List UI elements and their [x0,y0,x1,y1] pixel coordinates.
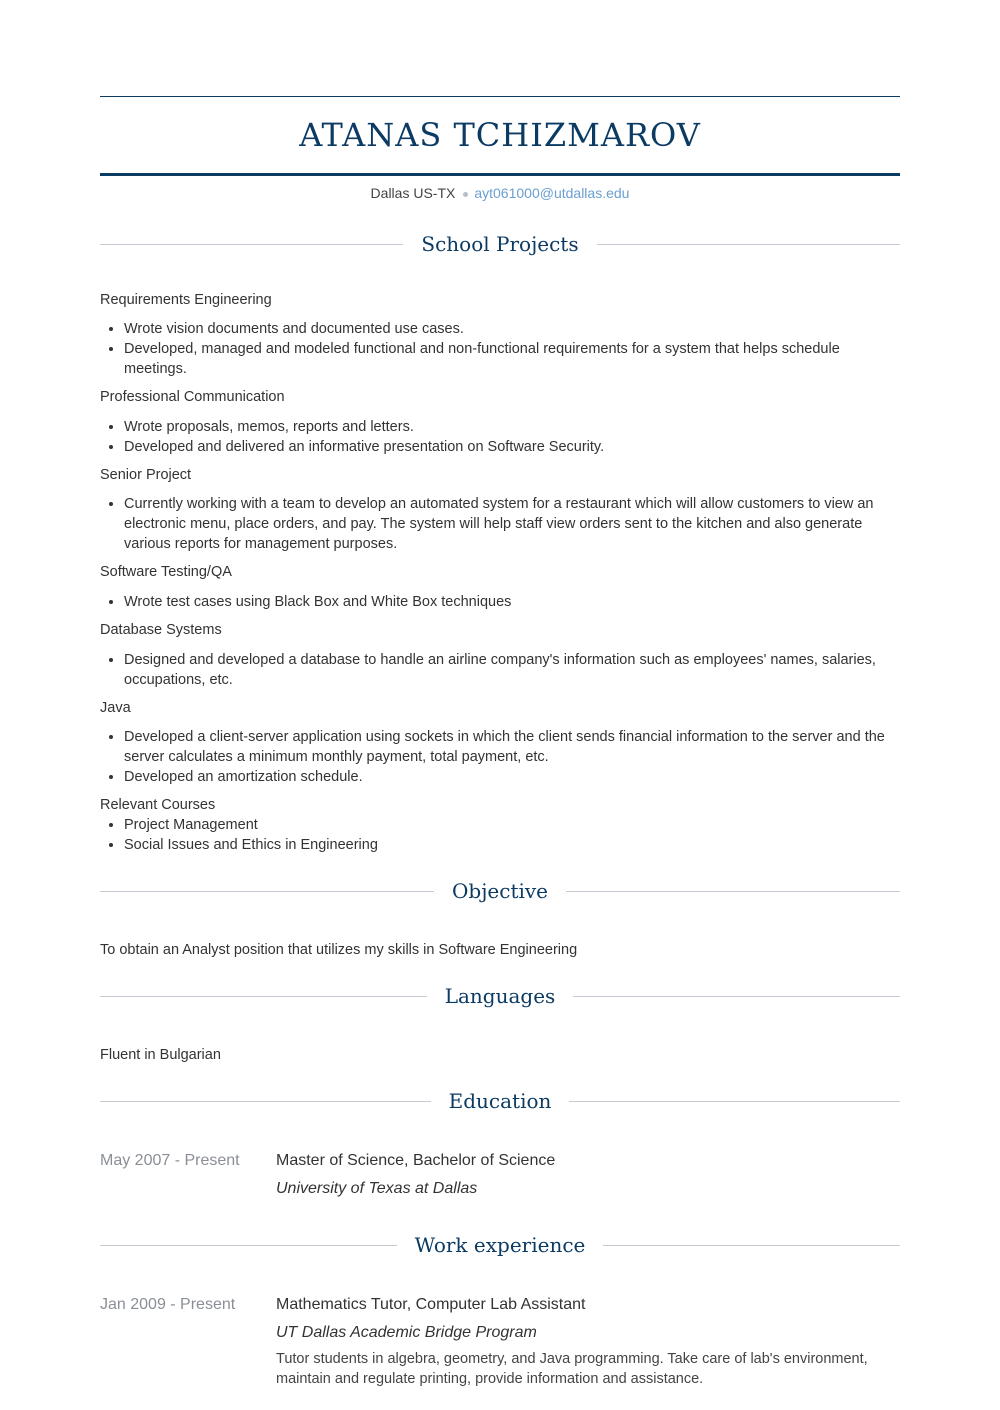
heading-rule-left [100,1245,397,1246]
list-item: • Developed a client-server application using sockets in which the client sends financial information to the server and the server calculates a minimum monthly payment, total payment, etc. [124,727,900,767]
project-bullets [100,650,900,690]
project-title: Senior Project [100,467,192,483]
entry-info [276,1291,900,1389]
section-heading-languages [100,980,900,1012]
project-title: Software Testing/QA [100,564,232,580]
heading-rule-right [569,1101,900,1102]
heading-rule-left [100,996,427,997]
project-bullets [100,417,900,457]
section-heading-education [100,1085,900,1117]
list-item: • Project Management [124,815,900,835]
resume-page [100,0,900,1389]
location-text: Dallas US-TX [370,185,456,201]
education-entry [100,1147,900,1203]
entry-info [276,1147,900,1203]
list-item: • Currently working with a team to develop an automated system for a restaurant which will allow customers to view an electronic menu, place orders, and pay. The system will help staff view orders sent to the kitchen and also generate various reports for management purposes. [124,494,900,554]
list-item: • Wrote proposals, memos, reports and letters. [124,417,900,437]
list-item: • Social Issues and Ethics in Engineering [124,835,900,855]
project-bullets [100,592,900,612]
project-bullets [100,319,900,379]
entry-date: Jan 2009 - Present [100,1296,236,1313]
heading-rule-left [100,891,434,892]
section-heading-work-experience [100,1229,900,1261]
list-item: • Developed, managed and modeled functional and non-functional requirements for a system that helps schedule meetings. [124,339,900,379]
heading-rule-right [603,1245,900,1246]
heading-rule-left [100,1101,431,1102]
list-item: • Designed and developed a database to handle an airline company's information such as employees' names, salaries, occupations, etc. [124,650,900,690]
work-entry [100,1291,900,1389]
project-bullets [100,494,900,554]
project-title: Java [100,700,131,716]
entry-date: May 2007 - Present [100,1152,240,1169]
project-title: Professional Communication [100,389,285,405]
objective-text: To obtain an Analyst position that utilizes my skills in Software Engineering [100,942,578,958]
school-name: University of Texas at Dallas [276,1180,478,1197]
section-title: School Projects [421,232,579,256]
relevant-courses-list [100,815,900,855]
section-title: Languages [444,984,556,1008]
project-title: Database Systems [100,622,222,638]
relevant-courses-title: Relevant Courses [100,797,216,813]
project-title: Requirements Engineering [100,292,272,308]
heading-rule-left [100,244,403,245]
heading-rule-right [573,996,900,997]
job-title: Mathematics Tutor, Computer Lab Assistant [276,1296,586,1313]
heading-rule-right [597,244,900,245]
list-item: • Developed and delivered an informative presentation on Software Security. [124,437,900,457]
candidate-name: ATANAS TCHIZMAROV [299,116,701,154]
employer-name: UT Dallas Academic Bridge Program [276,1324,537,1341]
section-title: Objective [452,879,549,903]
list-item: • Developed an amortization schedule. [124,767,900,787]
list-item: • Wrote test cases using Black Box and White Box techniques [124,592,900,612]
separator-dot-icon [463,192,468,197]
job-description: Tutor students in algebra, geometry, and Java programming. Take care of lab's environment, maintain and regulate printing, provide information and assistance. [276,1351,868,1387]
degree-title: Master of Science, Bachelor of Science [276,1152,556,1169]
contact-line [100,184,900,202]
header-bottom-rule [100,173,900,176]
section-title: Education [448,1089,552,1113]
list-item: • Wrote vision documents and documented use cases. [124,319,900,339]
heading-rule-right [566,891,900,892]
project-bullets [100,727,900,787]
school-projects-list [100,290,900,855]
languages-text: Fluent in Bulgarian [100,1047,221,1063]
section-heading-school-projects [100,228,900,260]
section-heading-objective [100,875,900,907]
email-link[interactable]: ayt061000@utdallas.edu [474,185,630,201]
section-title: Work experience [414,1233,586,1257]
